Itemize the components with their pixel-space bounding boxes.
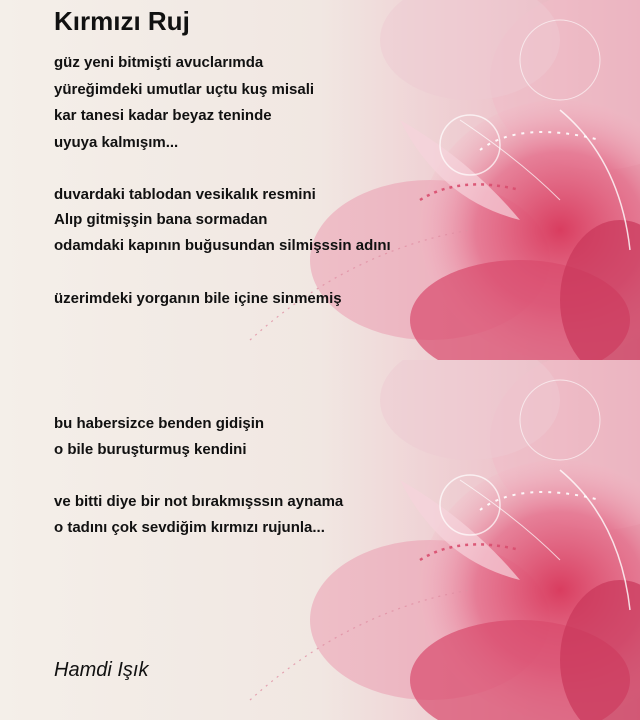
poem-line: kar tanesi kadar beyaz teninde xyxy=(54,107,272,124)
poem-line: ve bitti diye bir not bırakmışssın aynama xyxy=(54,493,344,510)
poem-line: odamdaki kapının buğusundan silmişssin adını xyxy=(54,237,391,254)
poem-author: Hamdi Işık xyxy=(54,659,149,681)
poem-line: o bile buruşturmuş kendini xyxy=(54,441,247,458)
poem-line: Alıp gitmişşin bana sormadan xyxy=(54,211,268,228)
poem-line: üzerimdeki yorganın bile içine sinmemiş xyxy=(54,290,342,307)
poem-line: güz yeni bitmişti avuclarımda xyxy=(54,54,264,71)
poem-title: Kırmızı Ruj xyxy=(54,6,190,36)
poem-line: bu habersizce benden gidişin xyxy=(54,415,265,432)
poem-line: o tadını çok sevdiğim kırmızı rujunla... xyxy=(54,519,325,536)
poem-line: yüreğimdeki umutlar uçtu kuş misali xyxy=(54,81,315,98)
poem-line: uyuya kalmışım... xyxy=(54,134,179,151)
poem-line: duvardaki tablodan vesikalık resmini xyxy=(54,186,316,203)
